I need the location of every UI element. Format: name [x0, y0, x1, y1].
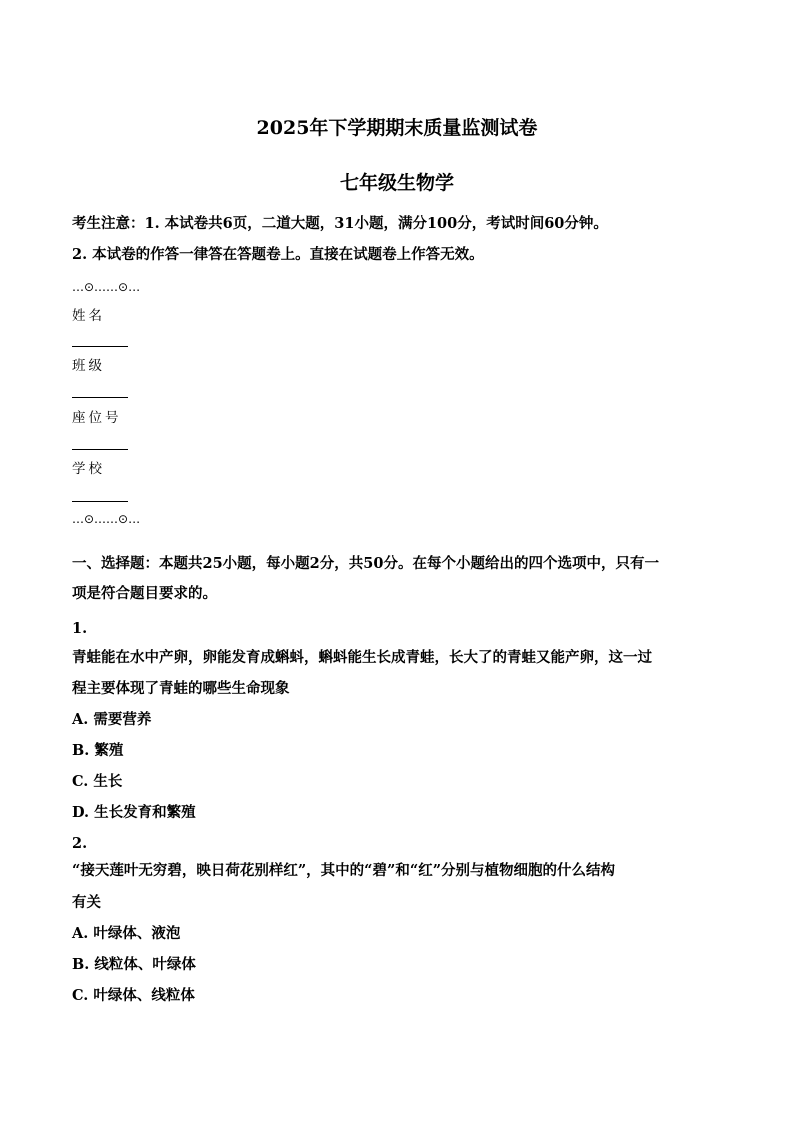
- question-1-stem-line-2: 程主要体现了青蛙的哪些生命现象: [72, 680, 290, 697]
- field-label-seat: 座位号: [72, 410, 122, 426]
- field-blank-seat[interactable]: [72, 449, 128, 450]
- question-1-option-c[interactable]: C. 生长: [72, 773, 123, 790]
- field-blank-name[interactable]: [72, 346, 128, 347]
- section-heading-line-1: 一、选择题：本题共25小题，每小题2分，共50分。在每个小题给出的四个选项中，只有一: [72, 555, 659, 572]
- notice-line-1: 考生注意：1. 本试卷共6页，二道大题，31小题，满分100分，考试时间60分钟。: [72, 215, 608, 232]
- question-1-number: 1.: [72, 620, 88, 637]
- exam-title: 2025年下学期期末质量监测试卷: [256, 117, 538, 139]
- section-heading-line-2: 项是符合题目要求的。: [72, 585, 217, 602]
- binding-dots-bottom: …⊙……⊙…: [72, 512, 141, 526]
- question-2-option-c[interactable]: C. 叶绿体、线粒体: [72, 987, 195, 1004]
- field-label-class: 班级: [72, 358, 105, 374]
- question-1-stem-line-1: 青蛙能在水中产卵，卵能发育成蝌蚪，蝌蚪能生长成青蛙，长大了的青蛙又能产卵，这一过: [72, 649, 652, 666]
- field-label-name: 姓名: [72, 308, 105, 324]
- field-blank-class[interactable]: [72, 397, 128, 398]
- question-2-number: 2.: [72, 835, 88, 852]
- question-1-option-d[interactable]: D. 生长发育和繁殖: [72, 804, 196, 821]
- question-2-stem-line-1: “接天莲叶无穷碧，映日荷花别样红”，其中的“碧”和“红”分别与植物细胞的什么结构: [72, 862, 616, 879]
- question-2-stem-line-2: 有关: [72, 894, 101, 911]
- field-blank-school[interactable]: [72, 501, 128, 502]
- question-2-option-b[interactable]: B. 线粒体、叶绿体: [72, 956, 196, 973]
- binding-dots-top: …⊙……⊙…: [72, 280, 141, 294]
- question-1-option-b[interactable]: B. 繁殖: [72, 742, 124, 759]
- exam-subtitle: 七年级生物学: [339, 172, 454, 194]
- notice-line-2: 2. 本试卷的作答一律答在答题卷上。直接在试题卷上作答无效。: [72, 246, 484, 263]
- question-2-option-a[interactable]: A. 叶绿体、液泡: [72, 925, 181, 942]
- question-1-option-a[interactable]: A. 需要营养: [72, 711, 152, 728]
- field-label-school: 学校: [72, 461, 105, 477]
